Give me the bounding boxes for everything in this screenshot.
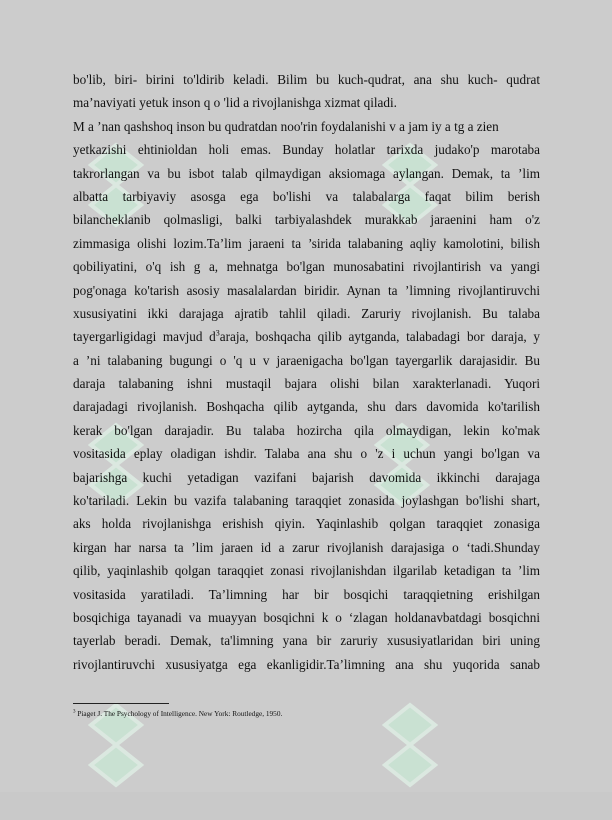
- footnote-ref[interactable]: 3: [215, 328, 220, 338]
- text-line: M a ’nan qashshoq inson bu qudratdan noo'rin foydalanishi v a jam iy a tg a zien: [73, 118, 499, 134]
- text-line: daraja talabaning ishni mustaqil bajara olishi bilan xarakterlanadi. Yuqori: [73, 376, 540, 392]
- text-line: pog'onaga ko'tarish asosiy masalalardan biridir. Aynan ta ’limning rivojlantiruvchi: [73, 282, 540, 298]
- text-line: qilib, yaqinlashib qolgan taraqqiet zonasi rivojlanishdan ilgarilab ketadigan ta ’lim: [73, 563, 540, 579]
- text-line: vositasida yaratiladi. Ta’limning har bir bosqichi taraqqietning erishilgan: [73, 586, 540, 602]
- text-line: ko'tariladi. Lekin bu vazifa talabaning taraqqiet zonasida joylashgan bo'lishi shart,: [73, 493, 540, 509]
- text-line: a ’ni talabaning bugungi o 'q u v jaraenigacha bo'lgan tayergarlik darajasidir. Bu: [73, 352, 540, 368]
- text-line-with-footnote-ref: [73, 325, 540, 348]
- text-line: rivojlantiruvchi xususiyatga ega ekanligidir.Ta’limning ana shu yuqorida sanab: [73, 656, 540, 672]
- text-line: kirgan har narsa ta ’lim jaraen id a zarur rivojlanish darajasiga o ‘tadi.Shunday: [73, 539, 540, 555]
- text-line: aks holda rivojlanishga erishish qiyin. Yaqinlashib qolgan taraqqiet zonasiga: [73, 516, 540, 532]
- text-line: bo'lib, biri- birini to'ldirib keladi. Bilim bu kuch-qudrat, ana shu kuch- qudrat: [73, 72, 540, 87]
- text-line: albatta tarbiyaviy asosga ega bo'lishi va talabalarga faqat bilim berish: [73, 188, 540, 204]
- text-line: tayerlab beradi. Demak, ta'limning yana bir zaruriy xususiyatlaridan biri uning: [73, 633, 540, 649]
- text-line: vositasida eplay oladigan ishdir. Talaba ana shu o 'z i uchun yangi bo'lgan va: [73, 446, 540, 462]
- text-line: darajadagi rivojlanish. Boshqacha qilib aytganda, shu dars davomida ko'tarilish: [73, 399, 540, 415]
- footnote-number: 3: [73, 709, 76, 715]
- body-text: [73, 68, 540, 676]
- text-line: bosqichiga tayanadi va muayyan bosqichni k o ‘zlagan holdanavbatdagi bosqichni: [73, 609, 540, 625]
- text-line: zimmasiga olishi lozim.Ta’lim jaraeni ta ’sirida talabaning aqliy kamolotini, bilish: [73, 235, 540, 251]
- text-line: ma’naviyati yetuk inson q o 'lid a rivojlanishga xizmat qiladi.: [73, 95, 397, 111]
- text-line: bilancheklanib qolmasligi, balki tarbiyalashdek murakkab jaraenini ham o'z: [73, 212, 540, 228]
- text-line: kerak bo'lgan darajadir. Bu talaba hozircha qila olmaydigan, lekin ko'mak: [73, 422, 540, 438]
- text-line: yetkazishi ehtinioldan holi emas. Bunday holatlar tarixda judako'p marotaba: [73, 142, 540, 158]
- footnote-text: Piaget J. The Psychology of Intelligence. New York: Routledge, 1950.: [75, 709, 283, 718]
- text-fragment: araja, boshqacha qilib aytganda, talabadagi bor daraja, y: [219, 329, 540, 345]
- text-line: xususiyatini ikki darajaga ajratib tahlil qiladi. Zaruriy rivojlanish. Bu talaba: [73, 305, 540, 321]
- footnote: [73, 709, 540, 719]
- text-line: qobiliyatini, o'q ish g a, mehnatga bo'lgan munosabatini rivojlantirish va yangi: [73, 259, 540, 275]
- footnote-separator: [73, 703, 169, 704]
- text-line: takrorlangan va bu isbot talab qilmaydigan aksiomaga aylangan. Demak, ta ’lim: [73, 165, 540, 181]
- text-fragment: tayergarligidagi mavjud d: [73, 329, 216, 345]
- text-line: bajarishga kuchi yetadigan vazifani bajarish davomida ikkinchi darajaga: [73, 469, 540, 485]
